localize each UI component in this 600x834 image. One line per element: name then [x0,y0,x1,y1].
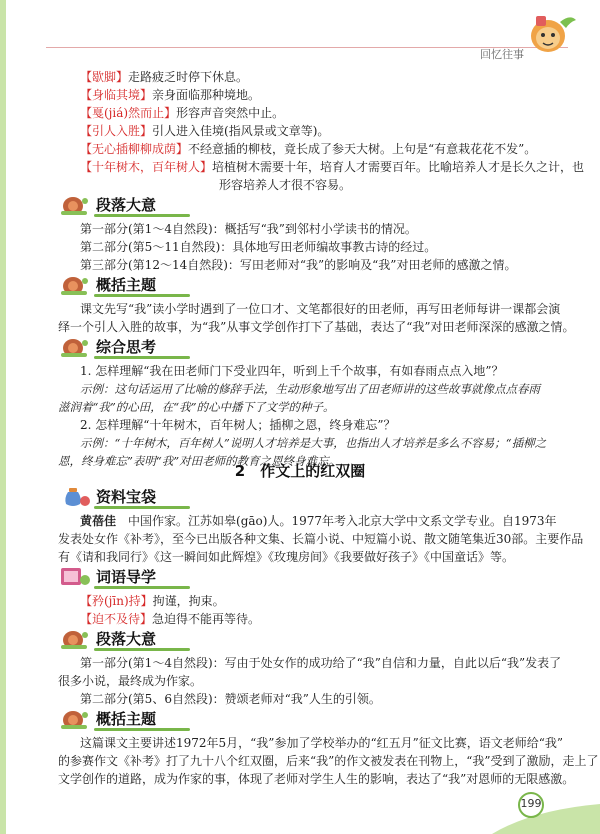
page-number-badge [516,791,546,819]
paragraph-line: 这篇课文主要讲述1972年5月，“我”参加了学校举办的“红五月”征文比赛，语文老师给“我” [80,736,563,750]
money-bag-icon [58,484,92,508]
snail-mascot-icon [58,334,92,358]
paragraph-line: 很多小说，最终成为作家。 [58,674,203,688]
section-underline [94,214,190,217]
vocab-item: 【引人入胜】引人进入佳境(指风景或文章等)。 [80,124,330,138]
paragraph-line: 第一部分(第1～4自然段)：写由于处女作的成功给了“我”自信和力量，自此以后“我”发表了 [80,656,562,670]
section-title: 词语导学 [96,568,157,586]
section-underline [94,728,190,731]
header-section-label: 回忆往事 [480,48,524,61]
paragraph-line: 有《请和我同行》《这一瞬间如此辉煌》《玫瑰房间》《我要做好孩子》《中国童话》等。 [58,550,515,564]
paragraph-line: 绎一个引人入胜的故事，为“我”从事文学创作打下了基础，表达了“我”对田老师深深的感激之情。 [58,320,575,334]
section-underline [94,506,190,509]
chapter-title: 2 作文上的红双圈 [234,462,366,480]
vocab-item: 【身临其境】亲身面临那种境地。 [80,88,261,102]
answer-line: 示例：这句话运用了比喻的修辞手法，生动形象地写出了田老师讲的这些故事就像点点春雨 [80,382,540,396]
page-edge-strip [0,0,6,834]
page-number: 199 [520,797,542,810]
snail-mascot-icon [58,272,92,296]
paragraph-line: 第一部分(第1～4自然段)：概括写“我”到邻村小学读书的情况。 [80,222,417,236]
vocab-item: 【歇脚】走路疲乏时停下休息。 [80,70,249,84]
vocab-item-continuation: 形容培养人才很不容易。 [219,178,352,192]
snail-mascot-icon [58,706,92,730]
author-intro-line: 黄蓓佳 中国作家。江苏如皋(gāo)人。1977年考入北京大学中文系文学专业。自1973年 [80,514,557,528]
section-underline [94,294,190,297]
snail-mascot-icon [58,192,92,216]
section-title: 段落大意 [96,196,157,214]
question-line: 2. 怎样理解“十年树木，百年树人；插柳之恩，终身难忘”？ [80,418,396,432]
vocab-item: 【矜(jīn)持】拘谨，拘束。 [80,594,225,608]
section-title: 段落大意 [96,630,157,648]
answer-line: 滋润着“我”的心田，在“我”的心中播下了文学的种子。 [58,400,335,414]
book-mascot-icon [58,564,92,588]
header-mascot-icon [520,10,580,56]
vocab-item: 【迫不及待】急迫得不能再等待。 [80,612,261,626]
snail-mascot-icon [58,626,92,650]
section-title: 概括主题 [96,710,157,728]
vocab-item: 【十年树木，百年树人】培植树木需要十年，培育人才需要百年。比喻培养人才是长久之计，也 [80,160,585,174]
vocab-item: 【戛(jiá)然而止】形容声音突然中止。 [80,106,285,120]
author-name: 黄蓓佳 [80,514,117,528]
section-title: 概括主题 [96,276,157,294]
question-line: 1. 怎样理解“我在田老师门下受业四年，听到上千个故事，有如春雨点点入地”？ [80,364,504,378]
section-title: 资料宝袋 [96,488,157,506]
section-underline [94,648,190,651]
paragraph-line: 文学创作的道路，成为作家的事，体现了老师对学生人生的影响，表达了“我”对恩师的无限感激。 [58,772,575,786]
section-title: 综合思考 [96,338,157,356]
bottom-corner-decoration [492,800,600,834]
paragraph-line: 发表处女作《补考》，至今已出版各种文集、长篇小说、中短篇小说、散文随笔集近30部。主要作品 [58,532,584,546]
paragraph-line: 第二部分(第5～11自然段)：具体地写田老师编故事教古诗的经过。 [80,240,437,254]
vocab-item: 【无心插柳柳成荫】不经意插的柳枝，竟长成了参天大树。上句是“有意栽花花不发”。 [80,142,537,156]
paragraph-line: 课文先写“我”读小学时遇到了一位口才、文笔都很好的田老师，再写田老师每讲一课都会演 [80,302,561,316]
section-underline [94,356,190,359]
answer-line: 恩，终身难忘”表明“我”对田老师的教育之恩终身难忘。 [58,454,341,468]
answer-line: 示例：“十年树木，百年树人”说明人才培养是大事，也指出人才培养是多么不容易；“插柳之 [80,436,547,450]
paragraph-line: 第三部分(第12～14自然段)：写田老师对“我”的影响及“我”对田老师的感激之情。 [80,258,517,272]
paragraph-line: 第二部分(第5、6自然段)：赞颂老师对“我”人生的引领。 [80,692,381,706]
paragraph-line: 的参赛作文《补考》打了九十八个红双圈，后来“我”的作文被发表在刊物上，“我”受到了激励，走上了 [58,754,599,768]
section-underline [94,586,190,589]
